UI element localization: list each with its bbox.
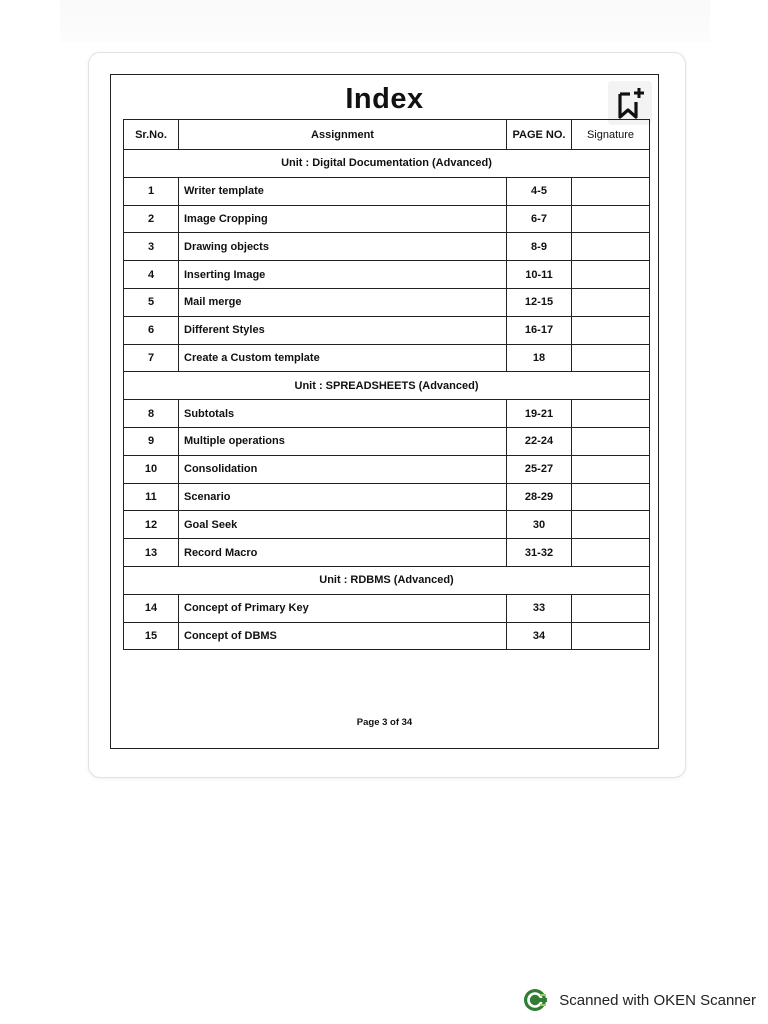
page-no-cell: 16-17 xyxy=(507,316,572,344)
table-row xyxy=(124,177,650,205)
table-header-row xyxy=(124,120,650,150)
scanner-watermark xyxy=(523,988,756,1012)
signature-cell xyxy=(572,622,650,650)
header-sr-no: Sr.No. xyxy=(124,120,179,150)
table-row xyxy=(124,622,650,650)
header-assignment: Assignment xyxy=(179,120,507,150)
page-no-cell: 12-15 xyxy=(507,288,572,316)
unit-row xyxy=(124,566,650,594)
assignment-cell: Consolidation xyxy=(179,455,507,483)
page-no-cell: 4-5 xyxy=(507,177,572,205)
sr-no-cell: 14 xyxy=(124,594,179,622)
unit-heading: Unit : Digital Documentation (Advanced) xyxy=(124,150,650,178)
signature-cell xyxy=(572,455,650,483)
bleed-through-text xyxy=(60,0,710,42)
page-no-cell: 28-29 xyxy=(507,483,572,511)
bookmark-add-icon xyxy=(615,86,645,120)
sr-no-cell: 1 xyxy=(124,177,179,205)
assignment-cell: Image Cropping xyxy=(179,205,507,233)
assignment-cell: Record Macro xyxy=(179,539,507,567)
signature-cell xyxy=(572,483,650,511)
assignment-cell: Multiple operations xyxy=(179,427,507,455)
sr-no-cell: 12 xyxy=(124,511,179,539)
sr-no-cell: 5 xyxy=(124,288,179,316)
sr-no-cell: 4 xyxy=(124,261,179,289)
page-no-cell: 22-24 xyxy=(507,427,572,455)
signature-cell xyxy=(572,177,650,205)
sr-no-cell: 8 xyxy=(124,400,179,428)
table-row xyxy=(124,511,650,539)
assignment-cell: Concept of Primary Key xyxy=(179,594,507,622)
assignment-cell: Create a Custom template xyxy=(179,344,507,372)
table-row xyxy=(124,455,650,483)
signature-cell xyxy=(572,400,650,428)
signature-cell xyxy=(572,288,650,316)
header-page-no: PAGE NO. xyxy=(507,120,572,150)
table-row xyxy=(124,205,650,233)
sr-no-cell: 11 xyxy=(124,483,179,511)
table-row xyxy=(124,344,650,372)
sr-no-cell: 2 xyxy=(124,205,179,233)
page-no-cell: 6-7 xyxy=(507,205,572,233)
signature-cell xyxy=(572,511,650,539)
page-footer: Page 3 of 34 xyxy=(356,717,413,728)
signature-cell xyxy=(572,205,650,233)
sr-no-cell: 15 xyxy=(124,622,179,650)
page-no-cell: 18 xyxy=(507,344,572,372)
assignment-cell: Different Styles xyxy=(179,316,507,344)
page-no-cell: 33 xyxy=(507,594,572,622)
page-no-cell: 10-11 xyxy=(507,261,572,289)
document-sheet xyxy=(110,74,659,749)
page-no-cell: 8-9 xyxy=(507,233,572,261)
signature-cell xyxy=(572,594,650,622)
table-row xyxy=(124,261,650,289)
table-row xyxy=(124,400,650,428)
sr-no-cell: 9 xyxy=(124,427,179,455)
signature-cell xyxy=(572,233,650,261)
page-no-cell: 31-32 xyxy=(507,539,572,567)
unit-row xyxy=(124,372,650,400)
signature-cell xyxy=(572,261,650,289)
assignment-cell: Concept of DBMS xyxy=(179,622,507,650)
page-no-cell: 19-21 xyxy=(507,400,572,428)
index-table-body xyxy=(124,150,650,650)
assignment-cell: Drawing objects xyxy=(179,233,507,261)
assignment-cell: Writer template xyxy=(179,177,507,205)
page-no-cell: 30 xyxy=(507,511,572,539)
signature-cell xyxy=(572,316,650,344)
sr-no-cell: 3 xyxy=(124,233,179,261)
assignment-cell: Mail merge xyxy=(179,288,507,316)
scanner-label: Scanned with OKEN Scanner xyxy=(559,991,756,1009)
table-row xyxy=(124,483,650,511)
sr-no-cell: 7 xyxy=(124,344,179,372)
page-no-cell: 34 xyxy=(507,622,572,650)
assignment-cell: Scenario xyxy=(179,483,507,511)
table-row xyxy=(124,427,650,455)
table-row xyxy=(124,233,650,261)
sr-no-cell: 6 xyxy=(124,316,179,344)
table-row xyxy=(124,594,650,622)
signature-cell xyxy=(572,427,650,455)
table-row xyxy=(124,288,650,316)
signature-cell xyxy=(572,539,650,567)
assignment-cell: Subtotals xyxy=(179,400,507,428)
signature-cell xyxy=(572,344,650,372)
table-row xyxy=(124,316,650,344)
oken-scanner-logo-icon xyxy=(523,988,547,1012)
assignment-cell: Inserting Image xyxy=(179,261,507,289)
unit-heading: Unit : RDBMS (Advanced) xyxy=(124,566,650,594)
assignment-cell: Goal Seek xyxy=(179,511,507,539)
unit-heading: Unit : SPREADSHEETS (Advanced) xyxy=(124,372,650,400)
sr-no-cell: 10 xyxy=(124,455,179,483)
table-row xyxy=(124,539,650,567)
header-signature: Signature xyxy=(572,120,650,150)
page-no-cell: 25-27 xyxy=(507,455,572,483)
index-table xyxy=(123,119,650,650)
page-title: Index xyxy=(345,83,424,115)
unit-row xyxy=(124,150,650,178)
sr-no-cell: 13 xyxy=(124,539,179,567)
